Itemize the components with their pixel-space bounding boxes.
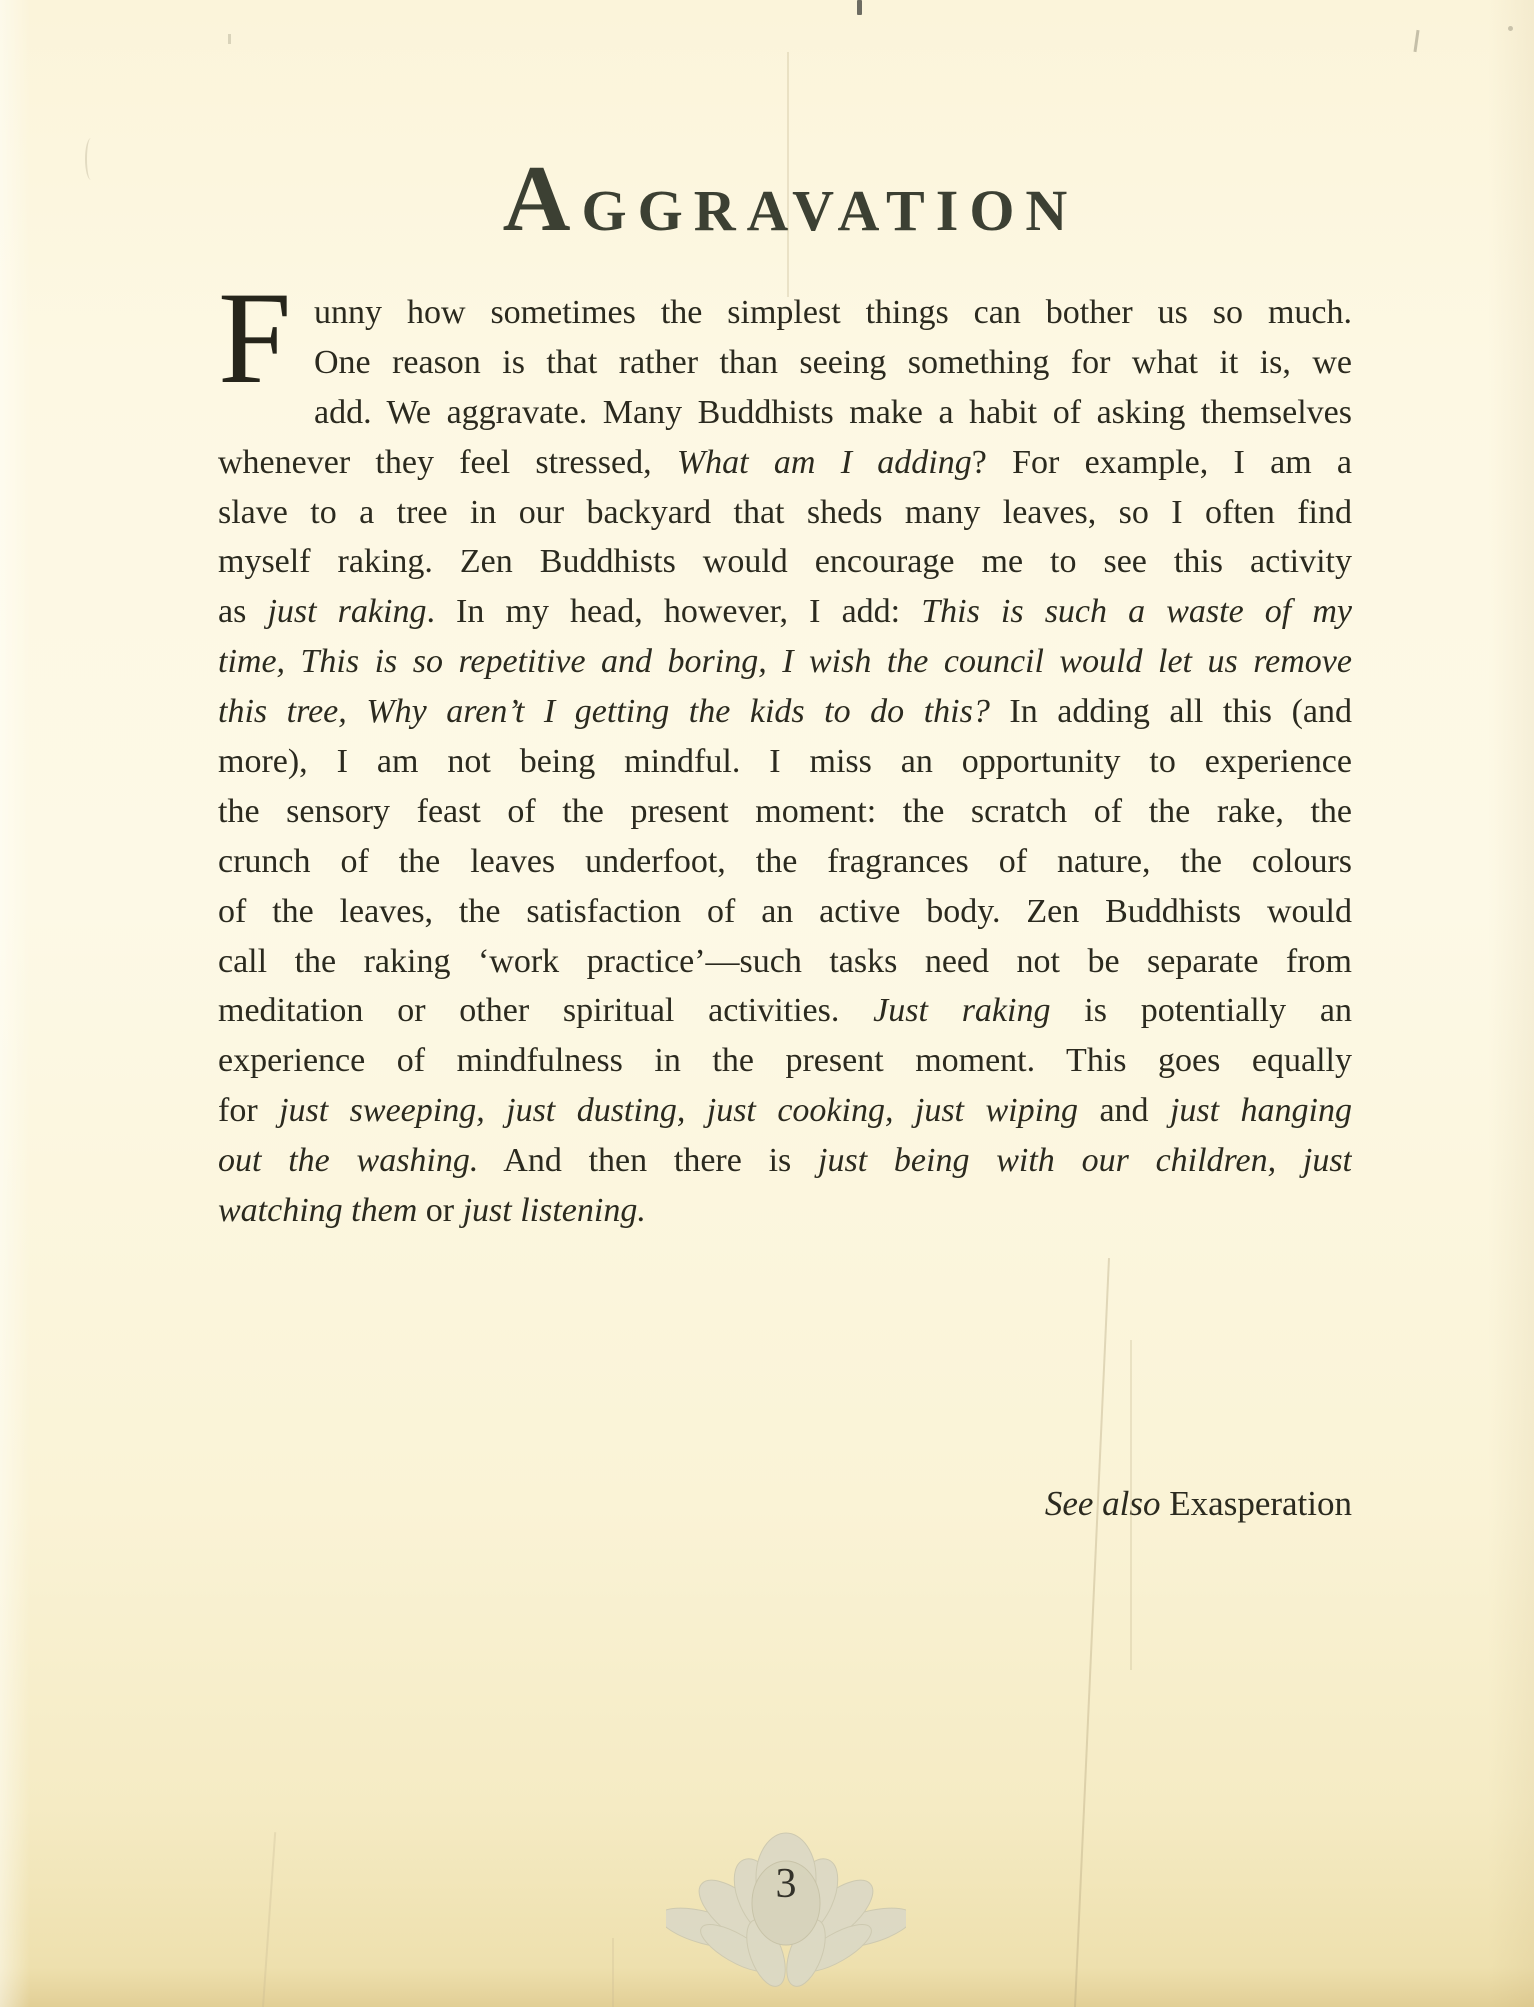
text-segment: or xyxy=(417,1192,463,1230)
italic-text-segment: just hanging xyxy=(1169,1092,1352,1130)
text-line xyxy=(218,1136,1352,1186)
text-line xyxy=(218,787,1352,837)
scan-crease xyxy=(1074,1258,1110,2007)
text-segment: myself raking. Zen Buddhists would encourage me to see this activity xyxy=(218,543,1352,581)
text-segment: whenever they feel stressed, xyxy=(218,443,677,481)
drop-cap: F xyxy=(218,264,292,411)
text-segment: the sensory feast of the present moment: the scratch of the rake, the xyxy=(218,792,1352,830)
text-segment: more), I am not being mindful. I miss an opportunity to experience xyxy=(218,743,1352,781)
scan-artifact-mark xyxy=(85,138,97,180)
see-also-reference xyxy=(1045,1484,1352,1524)
italic-text-segment: What am I adding xyxy=(676,443,972,481)
chapter-title-rest: GGRAVATION xyxy=(581,177,1079,243)
scan-artifact-speck xyxy=(1413,30,1419,52)
paragraph xyxy=(218,264,1352,1236)
text-segment: of the leaves, the satisfaction of an active body. Zen Buddhists would xyxy=(218,892,1352,930)
text-segment: and xyxy=(1078,1092,1170,1130)
text-line xyxy=(218,887,1352,937)
text-line xyxy=(218,986,1352,1036)
text-segment: crunch of the leaves underfoot, the fragrances of nature, the colours xyxy=(218,842,1352,880)
italic-text-segment: watching them xyxy=(218,1192,418,1230)
page-edge-shadow xyxy=(1488,0,1534,2007)
text-segment: slave to a tree in our backyard that sheds many leaves, so I often find xyxy=(218,493,1352,531)
scan-artifact-speck xyxy=(1508,26,1513,31)
scan-artifact-tick xyxy=(857,0,862,15)
text-line xyxy=(218,488,1352,538)
italic-text-segment: this tree, Why aren’t I getting the kids to do this? xyxy=(218,693,990,731)
text-line xyxy=(218,637,1352,687)
text-line xyxy=(218,837,1352,887)
italic-text-segment: just listening. xyxy=(462,1192,646,1230)
italic-text-segment: Just raking xyxy=(873,992,1051,1030)
scan-crease xyxy=(262,1832,276,2007)
text-line xyxy=(218,438,1352,488)
text-segment: ? For example, I am a xyxy=(971,443,1352,481)
see-also-label: See also xyxy=(1044,1484,1161,1523)
text-segment: unny how sometimes the simplest things can bother us so much. xyxy=(314,294,1352,331)
text-line xyxy=(218,587,1352,637)
text-segment: as xyxy=(218,593,268,631)
text-segment: is potentially an xyxy=(1050,992,1352,1030)
text-segment: meditation or other spiritual activities. xyxy=(218,992,874,1030)
page-number: 3 xyxy=(775,1861,797,1907)
page-edge-highlight xyxy=(0,0,30,2007)
chapter-title-initial: A xyxy=(502,146,582,251)
scan-artifact-speck xyxy=(228,34,231,44)
italic-text-segment: This is such a waste of my xyxy=(921,593,1352,631)
italic-text-segment: just being with our children, just xyxy=(818,1142,1352,1180)
text-segment: And then there is xyxy=(478,1142,819,1180)
text-segment: In adding all this (and xyxy=(989,693,1352,731)
italic-text-segment: just sweeping, just dusting, just cooking, just wiping xyxy=(279,1092,1079,1130)
text-segment: One reason is that rather than seeing something for what it is, we xyxy=(314,343,1352,381)
text-segment: experience of mindfulness in the present moment. This goes equally xyxy=(218,1042,1352,1080)
text-segment: call the raking ‘work practice’—such tasks need not be separate from xyxy=(218,942,1352,980)
text-line xyxy=(218,1186,1352,1236)
text-line xyxy=(218,537,1352,587)
text-line xyxy=(218,1086,1352,1136)
see-also-target: Exasperation xyxy=(1169,1484,1352,1523)
italic-text-segment: just raking xyxy=(267,593,427,631)
text-line xyxy=(314,288,1352,338)
text-segment: for xyxy=(218,1092,280,1130)
text-line xyxy=(218,937,1352,987)
text-line xyxy=(314,388,1352,438)
text-line xyxy=(218,1036,1352,1086)
text-line xyxy=(314,338,1352,388)
italic-text-segment: time, This is so repetitive and boring, I wish the council would let us remove xyxy=(218,643,1352,681)
italic-text-segment: out the washing. xyxy=(218,1142,479,1180)
scan-crease xyxy=(612,1938,614,2007)
text-segment: add. We aggravate. Many Buddhists make a habit of asking themselves xyxy=(314,393,1352,431)
text-segment: . In my head, however, I add: xyxy=(426,593,922,631)
text-line xyxy=(218,687,1352,737)
text-line xyxy=(218,737,1352,787)
chapter-title xyxy=(218,145,1352,253)
